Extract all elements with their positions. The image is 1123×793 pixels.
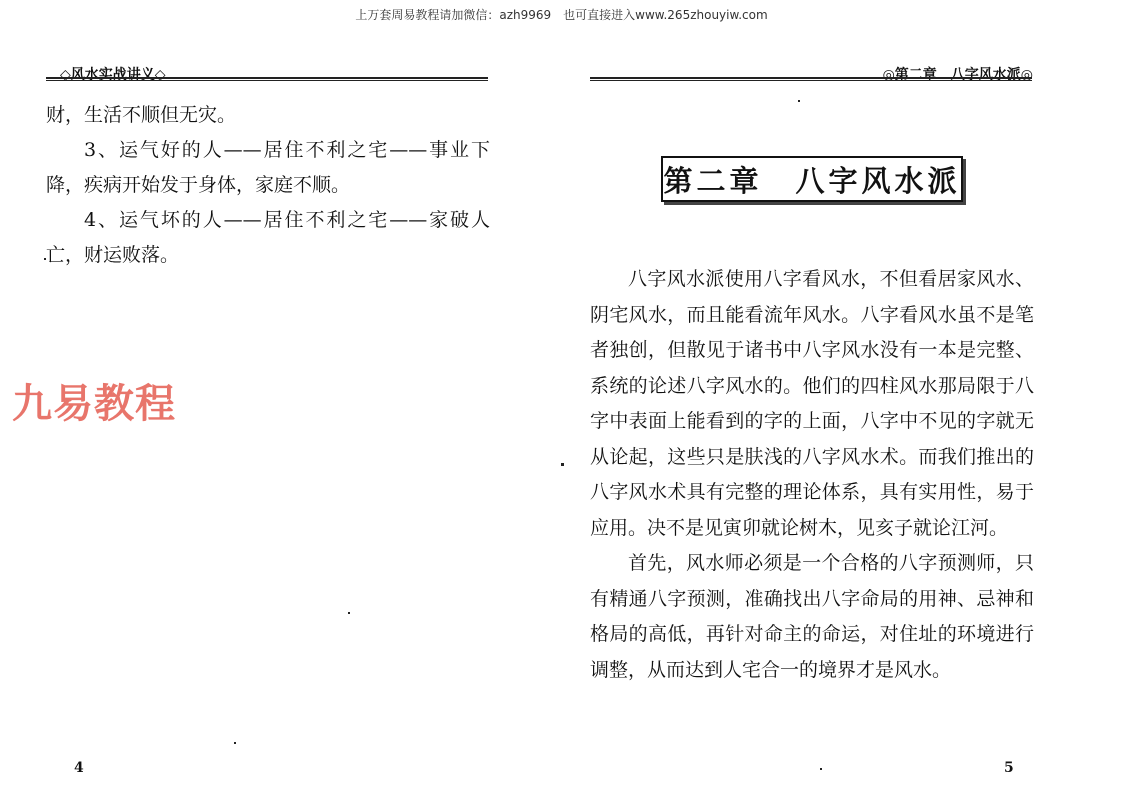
left-header-rule xyxy=(46,77,488,81)
right-body xyxy=(590,262,1034,688)
left-paragraph-2: 3、运气好的人——居住不利之宅——事业下降，疾病开始发于身体，家庭不顺。 xyxy=(46,139,490,196)
right-paragraph-1: 八字风水派使用八字看风水，不但看居家风水、阴宅风水，而且能看流年风水。八字看风水虽不是笔者独创，但散见于诸书中八字风水没有一本是完整、系统的论述八字风水的。他们的四柱风水那局限于八字中表面上能看到的字的上面，八字中不见的字就无从论起，这些只是肤浅的八字风水术。而我们推出的八字风水术具有完整的理论体系，具有实用性，易于应用。决不是见寅卯就论树木，见亥子就论江河。 xyxy=(590,268,1034,539)
right-paragraph-2: 首先，风水师必须是一个合格的八字预测师，只有精通八字预测，准确找出八字命局的用神、忌神和格局的高低，再针对命主的命运，对住址的环境进行调整，从而达到人宅合一的境界才是风水。 xyxy=(590,552,1034,681)
left-paragraph-1: 财，生活不顺但无灾。 xyxy=(46,104,237,126)
left-page xyxy=(0,0,560,793)
left-page-number: 4 xyxy=(74,760,84,776)
left-paragraph-3: 4、运气坏的人——居住不利之宅——家破人亡，财运败落。 xyxy=(46,209,490,266)
top-banner: 上万套周易教程请加微信：azh9969 也可直接进入www.265zhouyiw.com xyxy=(355,8,768,22)
right-header-rule xyxy=(590,77,1032,81)
chapter-title: 第二章 八字风水派 xyxy=(661,156,963,202)
right-running-head: ◎第二章 八字风水派◎ xyxy=(882,67,1033,83)
right-page xyxy=(560,0,1123,793)
scan-speck xyxy=(44,258,46,260)
left-running-head: ◇风水实战讲义◇ xyxy=(60,67,166,83)
scan-speck xyxy=(820,768,822,770)
scan-speck xyxy=(798,100,800,102)
scan-speck xyxy=(561,463,564,466)
scan-speck xyxy=(234,742,236,744)
scan-speck xyxy=(348,612,350,614)
right-page-number: 5 xyxy=(1004,760,1014,776)
watermark-logo: 九易教程 xyxy=(12,381,176,427)
left-body xyxy=(46,98,490,273)
